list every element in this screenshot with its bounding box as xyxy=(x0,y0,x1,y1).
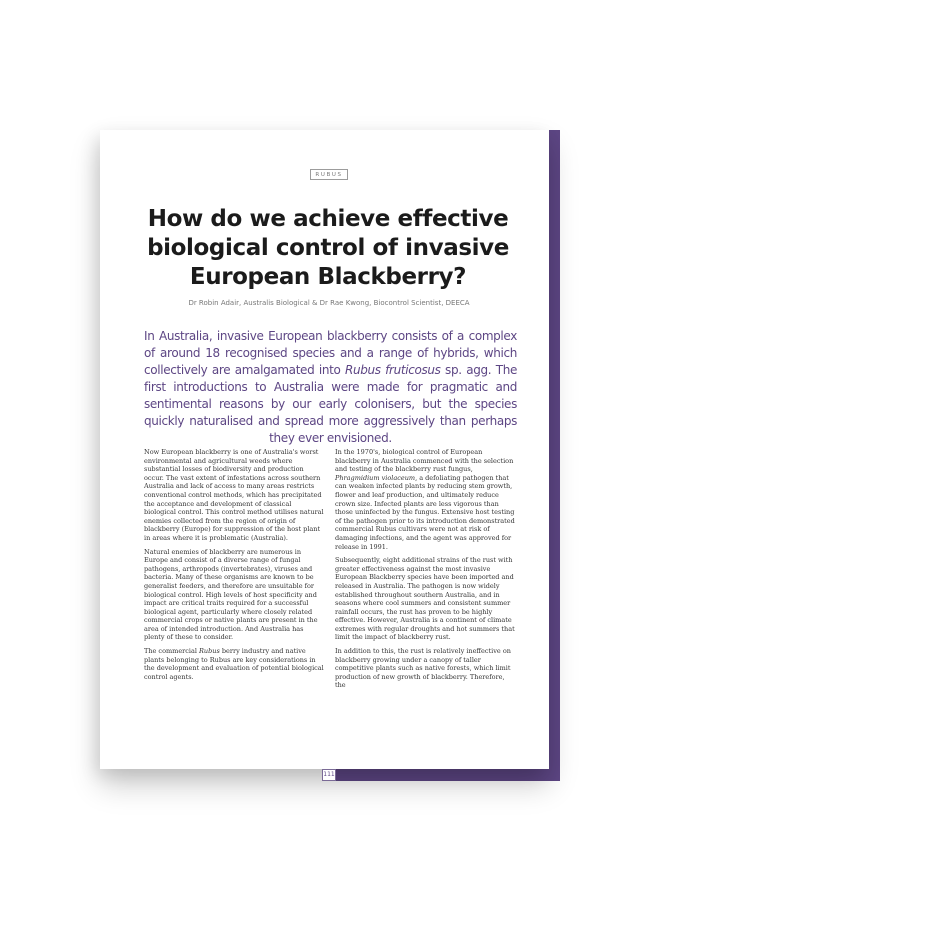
intro-text-2: sp. agg. The first introductions to Australia were made for pragmatic and sentimental reasons by our early colonisers, but the species quickly naturalised and spread more aggressively than perhaps they ever envisioned. xyxy=(144,363,517,445)
page-number: 111 xyxy=(322,769,336,781)
body-paragraph: Natural enemies of blackberry are numerous in Europe and consist of a diverse range of fungal pathogens, arthropods (invertebrates), viruses and bacteria. Many of these organisms are known to be generalist feeders, and therefore are unsuitable for biological control. High levels of host specificity and impact are critical traits required for a successful biological agent, particularly where closely related commercial crops or native plants are present in the area of intended introduction. And Australia has plenty of these to consider. xyxy=(144,547,318,642)
body-text: , a defoliating pathogen that can weaken infected plants by reducing stem growth, flower and leaf production, and ultimately reduce crown size. Infected plants are less vigorous than those uninfected by the fungus. Extensive host testing of the pathogen prior to its introduction demonstrated commercial Rubus cultivars were not at risk of damaging infections, and the agent was approved for release in 1991. xyxy=(335,473,515,551)
body-text: In the 1970's, biological control of European blackberry in Australia commenced with the selection and testing of the blackberry rust fungus, xyxy=(335,448,514,474)
body-italic-text: Phragmidium violaceum xyxy=(335,473,416,482)
body-text: berry industry and native plants belonging to Rubus are key considerations in the development and evaluation of potential biological control agents. xyxy=(144,647,324,681)
body-text: The commercial xyxy=(144,647,200,656)
article-title: How do we achieve effective biological control of invasive European Blackberry? xyxy=(147,206,509,290)
intro-species-name: Rubus fruticosus xyxy=(344,363,441,377)
body-paragraph xyxy=(335,448,516,551)
intro-text-1: In Australia, invasive European blackberry consists of a complex of around 18 recognised species and a range of hybrids, which collectively are amalgamated into xyxy=(144,329,517,377)
intro-paragraph xyxy=(144,328,517,447)
body-paragraph: In addition to this, the rust is relatively ineffective on blackberry growing under a canopy of taller competitive plants such as native forests, which limit production of new growth of blackberry. Therefore, the xyxy=(335,647,511,690)
section-tag: RUBUS xyxy=(310,169,348,180)
body-column-left xyxy=(144,448,325,686)
body-italic-text: Rubus xyxy=(199,647,220,656)
body-paragraph: Subsequently, eight additional strains of the rust with greater effectiveness against the most invasive European Blackberry species have been imported and released in Australia. The pathogen is now widely established throughout southern Australia, and in seasons where cool summers and consistent summer rainfall occurs, the rust has proven to be highly effective. However, Australia is a continent of climate extremes with regular droughts and hot summers that limit the impact of blackberry rust. xyxy=(335,556,515,642)
body-paragraph xyxy=(144,647,325,681)
body-paragraph: Now European blackberry is one of Australia's worst environmental and agricultural weeds where substantial losses of biodiversity and production occur. The vast extent of infestations across southern Australia and lack of access to many areas restricts conventional control methods, which has precipitated the acceptance and development of classical biological control. This control method utilises natural enemies collected from the region of origin of blackberry (Europe) for suppression of the host plant in areas where it is problematic (Australia). xyxy=(144,448,324,542)
magazine-page xyxy=(100,130,549,778)
body-column-right xyxy=(335,448,516,695)
byline: Dr Robin Adair, Australis Biological & Dr Rae Kwong, Biocontrol Scientist, DEECA xyxy=(188,299,470,307)
